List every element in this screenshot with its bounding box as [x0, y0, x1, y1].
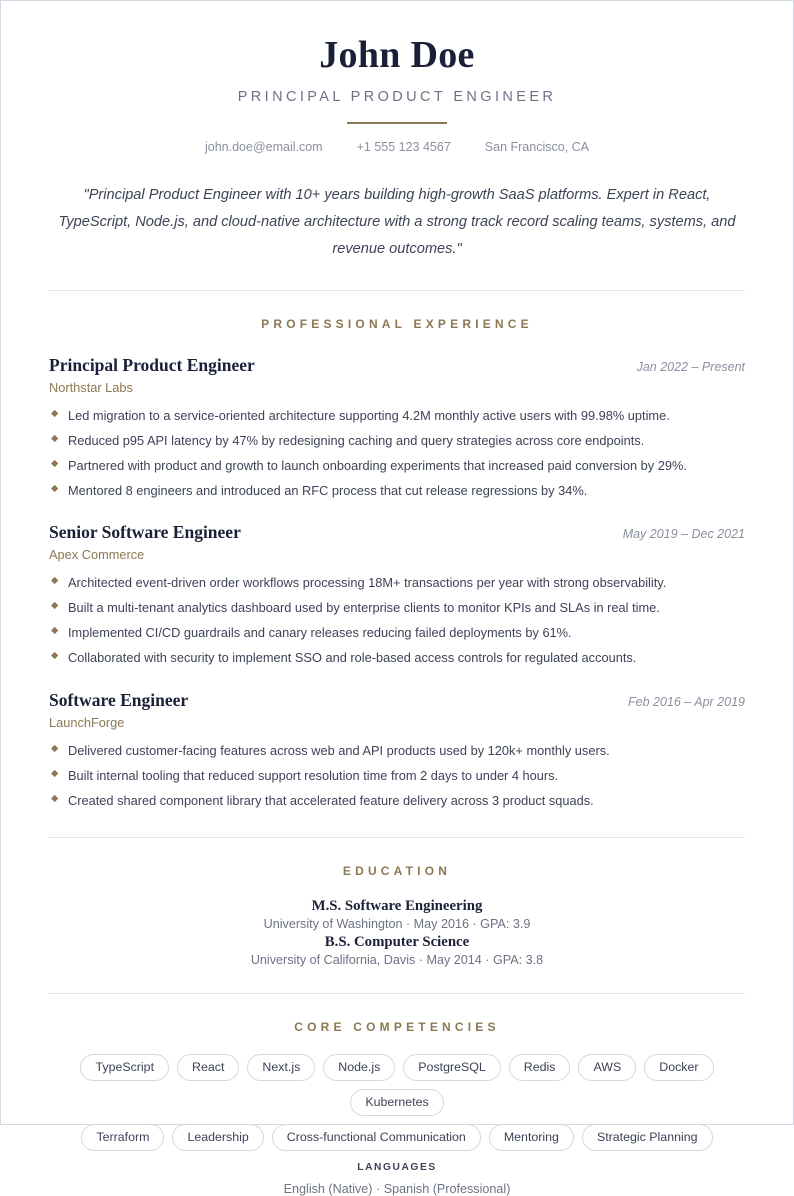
- divider-after-experience: [49, 837, 745, 838]
- job-bullet: [49, 406, 745, 426]
- job-bullet-text: Architected event-driven order workflows processing 18M+ transactions per year with strong observability.: [68, 575, 667, 591]
- divider-after-summary: [49, 290, 745, 291]
- skill-tag[interactable]: PostgreSQL: [403, 1054, 501, 1081]
- job-bullet: [49, 648, 745, 668]
- job-bullet-text: Led migration to a service-oriented architecture supporting 4.2M monthly active users with 99.98% uptime.: [68, 407, 670, 423]
- education-item: [49, 934, 745, 967]
- section-title-experience: PROFESSIONAL EXPERIENCE: [261, 316, 533, 331]
- job-bullet-text: Built internal tooling that reduced support resolution time from 2 days to under 4 hours.: [68, 768, 559, 784]
- diamond-bullet-icon: ◆: [51, 625, 59, 637]
- job-bullet: [49, 623, 745, 643]
- job-title: Software Engineer: [49, 690, 189, 711]
- skill-tag[interactable]: Leadership: [172, 1124, 263, 1151]
- job-bullet-text: Collaborated with security to implement SSO and role-based access controls for regulated accounts.: [68, 650, 637, 666]
- candidate-headline: PRINCIPAL PRODUCT ENGINEER: [237, 88, 557, 105]
- section-title-skills: CORE COMPETENCIES: [294, 1020, 500, 1035]
- diamond-bullet-icon: ◆: [51, 432, 59, 444]
- job-bullet-text: Created shared component library that accelerated feature delivery across 3 product squads.: [68, 793, 594, 809]
- job-header: [49, 522, 745, 543]
- job-dates: Jan 2022 – Present: [636, 359, 745, 374]
- diamond-bullet-icon: ◆: [51, 793, 59, 805]
- education-meta: University of Washington · May 2016 · GPA: 3.9: [263, 917, 531, 932]
- job-bullet-text: Implemented CI/CD guardrails and canary releases reducing failed deployments by 61%.: [68, 625, 572, 641]
- job-bullet-text: Reduced p95 API latency by 47% by redesigning caching and query strategies across core endpoints.: [68, 432, 645, 448]
- skill-tag[interactable]: React: [177, 1054, 239, 1081]
- skill-tag[interactable]: Mentoring: [489, 1124, 574, 1151]
- skill-tag[interactable]: AWS: [578, 1054, 636, 1081]
- skill-tag[interactable]: Kubernetes: [350, 1089, 443, 1116]
- contact-location: San Francisco, CA: [484, 139, 590, 154]
- experience-item: [49, 522, 745, 668]
- job-bullets: [49, 406, 745, 501]
- job-company: Northstar Labs: [49, 379, 133, 395]
- job-bullets: [49, 573, 745, 668]
- skill-tag[interactable]: Node.js: [323, 1054, 395, 1081]
- skill-tag[interactable]: Cross-functional Communication: [272, 1124, 481, 1151]
- job-bullet-text: Partnered with product and growth to launch onboarding experiments that increased paid conversion by 29%.: [68, 457, 687, 473]
- divider-after-education: [49, 993, 745, 994]
- skill-tag[interactable]: Terraform: [81, 1124, 164, 1151]
- skill-tag[interactable]: Redis: [509, 1054, 571, 1081]
- skill-tag[interactable]: Strategic Planning: [582, 1124, 713, 1151]
- languages-block: [49, 1162, 745, 1196]
- job-bullet: [49, 766, 745, 786]
- education-meta: University of California, Davis · May 2014 · GPA: 3.8: [250, 953, 544, 968]
- education-degree: M.S. Software Engineering: [311, 898, 483, 915]
- job-bullet: [49, 573, 745, 593]
- education-list: [49, 898, 745, 967]
- job-header: [49, 355, 745, 376]
- diamond-bullet-icon: ◆: [51, 743, 59, 755]
- job-bullet: [49, 481, 745, 501]
- education-degree: B.S. Computer Science: [324, 934, 470, 951]
- education-item: [49, 898, 745, 931]
- diamond-bullet-icon: ◆: [51, 575, 59, 587]
- experience-item: [49, 690, 745, 811]
- diamond-bullet-icon: ◆: [51, 600, 59, 612]
- diamond-bullet-icon: ◆: [51, 650, 59, 662]
- job-bullet: [49, 456, 745, 476]
- job-dates: May 2019 – Dec 2021: [622, 527, 745, 542]
- experience-list: [49, 355, 745, 811]
- job-company: LaunchForge: [49, 715, 125, 731]
- job-bullet-text: Delivered customer-facing features across web and API products used by 120k+ monthly users.: [68, 743, 610, 759]
- job-bullet: [49, 598, 745, 618]
- skills-list: [49, 1054, 745, 1151]
- diamond-bullet-icon: ◆: [51, 768, 59, 780]
- diamond-bullet-icon: ◆: [51, 482, 59, 494]
- languages-list: English (Native) · Spanish (Professional): [283, 1182, 511, 1196]
- professional-summary: "Principal Product Engineer with 10+ years building high-growth SaaS platforms. Expert in React, TypeScript, Node.js, and cloud-native architecture with a strong track record scaling teams, systems, and revenue outcomes.": [58, 186, 736, 258]
- job-bullet-text: Mentored 8 engineers and introduced an RFC process that cut release regressions by 34%.: [68, 482, 588, 498]
- experience-item: [49, 355, 745, 501]
- resume-header: [49, 35, 745, 154]
- skill-tag[interactable]: TypeScript: [80, 1054, 169, 1081]
- candidate-name: John Doe: [319, 34, 475, 76]
- job-title: Principal Product Engineer: [49, 354, 255, 375]
- section-title-education: EDUCATION: [342, 864, 452, 879]
- contact-email[interactable]: john.doe@email.com: [204, 139, 323, 154]
- job-header: [49, 690, 745, 711]
- job-bullet: [49, 741, 745, 761]
- diamond-bullet-icon: ◆: [51, 407, 59, 419]
- contact-row: [49, 140, 745, 154]
- skill-tag[interactable]: Next.js: [247, 1054, 315, 1081]
- job-bullet: [49, 791, 745, 811]
- languages-title: LANGUAGES: [357, 1162, 437, 1174]
- job-bullet: [49, 431, 745, 451]
- job-title: Senior Software Engineer: [49, 522, 241, 543]
- skill-row-secondary: [49, 1124, 745, 1151]
- skill-tag[interactable]: Docker: [644, 1054, 713, 1081]
- diamond-bullet-icon: ◆: [51, 457, 59, 469]
- skill-row-primary: [49, 1054, 745, 1116]
- header-accent-rule: [347, 122, 447, 124]
- job-bullet-text: Built a multi-tenant analytics dashboard used by enterprise clients to monitor KPIs and SLAs in real time.: [68, 600, 660, 616]
- job-company: Apex Commerce: [49, 547, 145, 563]
- job-bullets: [49, 741, 745, 811]
- contact-phone[interactable]: +1 555 123 4567: [356, 139, 451, 154]
- job-dates: Feb 2016 – Apr 2019: [628, 695, 745, 710]
